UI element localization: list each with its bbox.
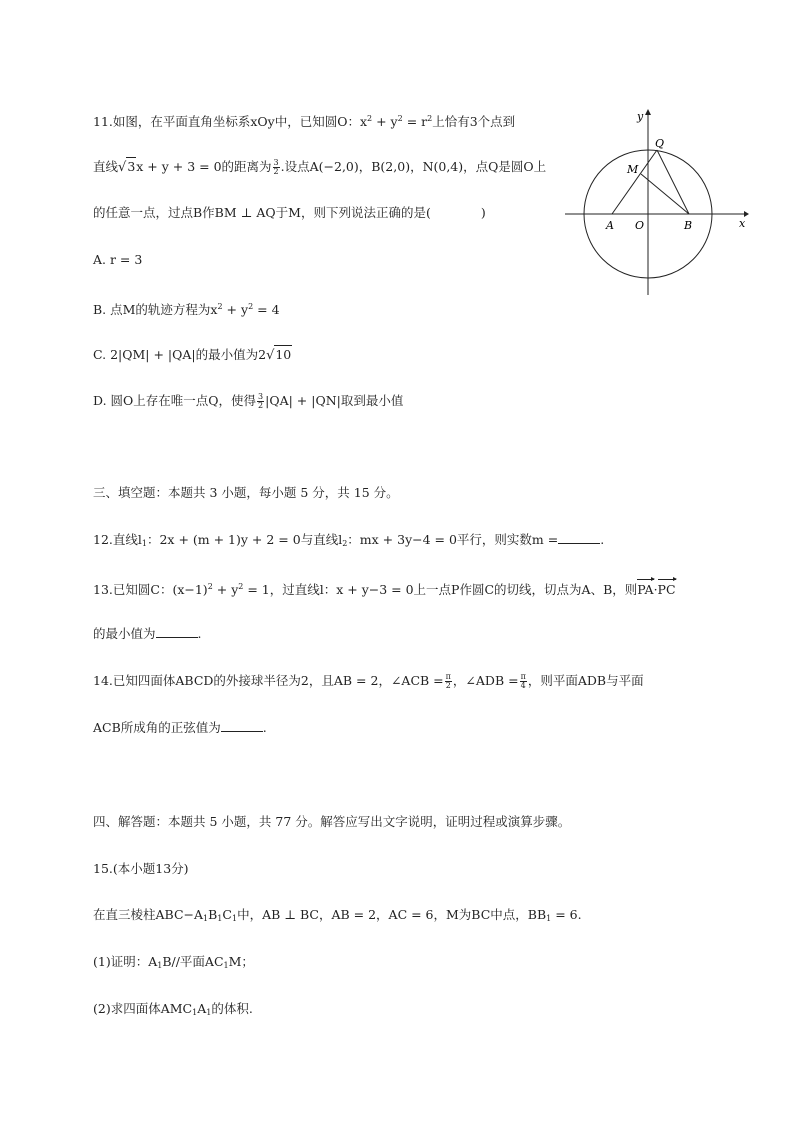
q11-text: 上恰有3个点到 (432, 114, 516, 129)
q15-part-1 (93, 953, 254, 975)
option-c (93, 345, 292, 365)
q11-text: .设点A(−2,0)，B(2,0)，N(0,4)，点Q是圆O上 (280, 159, 547, 174)
subscript: 1 (141, 539, 147, 548)
q12-text: ：2x + (m + 1)y + 2 = 0与直线l (146, 532, 343, 547)
denominator: 2 (258, 401, 264, 410)
q15-text: (2)求四面体AMC (93, 1001, 193, 1016)
q13-text: = 1，过直线l：x + y−3 = 0上一点P作圆C的切线，切点为A、B，则 (243, 582, 638, 597)
exponent: 2 (238, 582, 244, 591)
q14-text: . (262, 720, 267, 735)
numerator: π (445, 672, 451, 681)
subscript: 1 (231, 914, 238, 923)
q14-line-2 (93, 719, 267, 737)
q15-title: 15.(本小题13分) (93, 861, 189, 876)
subscript: 1 (206, 1008, 212, 1017)
axis-label-y: y (637, 110, 644, 123)
q15-text: 在直三棱柱ABC−A (93, 907, 204, 922)
vector-pc: PC (657, 582, 676, 597)
q13-text: + y (212, 582, 239, 597)
q15-line-1 (93, 906, 582, 928)
subscript: 2 (342, 539, 348, 548)
vector-pa: PA (637, 582, 654, 597)
exponent: 2 (397, 114, 403, 123)
fraction-3-2 (257, 393, 264, 410)
q13-text: . (197, 626, 202, 641)
option-a: A. r = 3 (93, 252, 143, 267)
denominator: 4 (520, 681, 526, 690)
q15-text: A (197, 1001, 207, 1016)
q14-text: ，则平面ADB与平面 (527, 673, 644, 688)
radicand: 3 (127, 159, 136, 174)
q15-text: = 6. (551, 907, 582, 922)
segment-qb (657, 150, 689, 214)
q12 (93, 531, 604, 553)
point-label-a: A (606, 219, 614, 232)
q15-text: B (208, 907, 218, 922)
q14-line-1 (93, 672, 644, 690)
answer-blank[interactable] (156, 626, 198, 638)
subscript: 1 (546, 914, 552, 923)
q15-text: M； (228, 954, 254, 969)
q13-text: 的最小值为 (93, 626, 156, 641)
answer-blank[interactable] (221, 720, 263, 732)
subscript: 1 (203, 914, 209, 923)
subscript: 1 (223, 961, 229, 970)
option-d-text: |QA| + |QN|取到最小值 (265, 393, 404, 408)
dot-operator: · (653, 582, 658, 597)
option-b-text: = 4 (253, 302, 280, 317)
q13-line-1 (93, 578, 676, 599)
subscript: 1 (192, 1008, 198, 1017)
q15-text: 的体积. (211, 1001, 253, 1016)
q15-text: C (222, 907, 232, 922)
option-b-text: + y (222, 302, 249, 317)
radical-sign: √ (118, 160, 127, 175)
exponent: 2 (207, 582, 213, 591)
point-label-m: M (627, 163, 639, 176)
q15-text: 中，AB ⊥ BC，AB = 2，AC = 6，M为BC中点，BB (237, 907, 547, 922)
q15-part-2 (93, 1000, 253, 1022)
option-c-text: C. 2|QM| + |QA|的最小值为2 (93, 347, 267, 362)
option-d (93, 392, 403, 410)
q14-text: 14.已知四面体ABCD的外接球半径为2，且AB = 2，∠ACB = (93, 673, 444, 688)
q12-text: . (600, 532, 605, 547)
q14-text: ，∠ADB = (452, 673, 519, 688)
subscript: 1 (217, 914, 223, 923)
q15-text: B//平面AC (162, 954, 224, 969)
exponent: 2 (217, 302, 223, 311)
q11-text: x + y + 3 = 0的距离为 (136, 159, 272, 174)
fraction-pi-4 (520, 673, 527, 690)
point-label-q: Q (655, 137, 665, 150)
point-label-b: B (684, 219, 693, 232)
answer-blank[interactable] (558, 532, 600, 544)
q11-line-3: 的任意一点，过点B作BM ⊥ AQ于M，则下列说法正确的是( ) (93, 205, 486, 220)
radical-sign: √ (266, 348, 275, 363)
exponent: 2 (248, 302, 254, 311)
q13-text: 13.已知圆C：(x−1) (93, 582, 208, 597)
q11-text: 直线 (93, 159, 119, 174)
section-4-heading: 四、解答题：本题共 5 小题，共 77 分。解答应写出文字说明，证明过程或演算步骤。 (93, 814, 571, 829)
q11-text: 11.如图，在平面直角坐标系xOy中，已知圆O：x (93, 114, 368, 129)
denominator: 2 (273, 167, 279, 176)
circle-diagram (560, 100, 750, 300)
numerator: 3 (273, 158, 279, 167)
denominator: 2 (445, 681, 451, 690)
q15-text: (1)证明：A (93, 954, 158, 969)
option-b (93, 298, 280, 319)
exponent: 2 (367, 114, 373, 123)
q11-line-1 (93, 110, 515, 131)
numerator: π (520, 672, 526, 681)
q13-line-2 (93, 625, 202, 643)
radicand: 10 (275, 347, 292, 362)
y-axis-arrow (645, 109, 651, 115)
axis-label-x: x (739, 217, 746, 230)
q12-text: ：mx + 3y−4 = 0平行，则实数m = (347, 532, 559, 547)
q14-text: ACB所成角的正弦值为 (93, 720, 221, 735)
fraction-pi-2 (445, 673, 452, 690)
option-d-text: D. 圆O上存在唯一点Q，使得 (93, 393, 257, 408)
fraction-3-2 (273, 159, 280, 176)
q11-text: = r (402, 114, 428, 129)
section-3-heading: 三、填空题：本题共 3 小题，每小题 5 分，共 15 分。 (93, 485, 399, 500)
q11-line-2 (93, 157, 546, 177)
exponent: 2 (427, 114, 433, 123)
option-b-text: B. 点M的轨迹方程为x (93, 302, 218, 317)
numerator: 3 (258, 392, 264, 401)
subscript: 1 (157, 961, 163, 970)
q12-text: 12.直线l (93, 532, 142, 547)
q11-text: + y (372, 114, 398, 129)
point-label-o: O (635, 219, 645, 232)
